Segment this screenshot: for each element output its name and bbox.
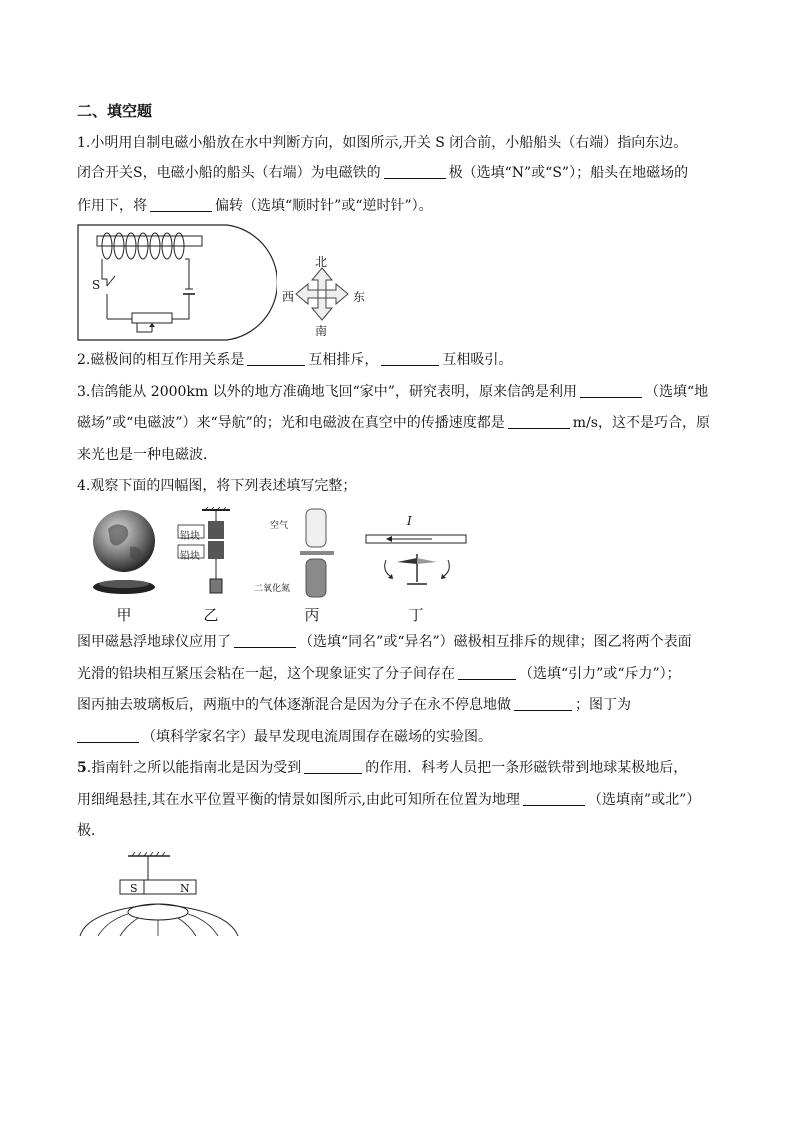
q3-blank-1[interactable] xyxy=(580,383,642,398)
q1-blank-2[interactable] xyxy=(150,197,212,212)
q4-line2 xyxy=(77,664,681,684)
q3-blank-2[interactable] xyxy=(508,414,570,429)
q5-text: 用细绳悬挂,其在水平位置平衡的情景如图所示,由此可知所在位置为地理 xyxy=(77,792,520,808)
magnet-pole-s: S xyxy=(130,882,138,895)
q2-text: 2.磁极间的相互作用关系是 xyxy=(77,352,245,368)
current-label: I xyxy=(407,514,412,528)
q2-blank-2[interactable] xyxy=(381,351,439,366)
boat-circuit-figure xyxy=(77,224,277,342)
lead-label-2: 铅块 xyxy=(180,551,200,562)
q5-line2 xyxy=(77,790,700,810)
q3-text: （选填“地 xyxy=(644,384,709,400)
caption-ding: 丁 xyxy=(408,606,424,624)
compass-rose-icon xyxy=(294,266,350,322)
q1-line3 xyxy=(77,196,433,216)
q5-text: .指南针之所以能指南北是因为受到 xyxy=(86,760,302,776)
caption-jia: 甲 xyxy=(116,606,132,624)
q1-text: 偏转（选填“顺时针”或“逆时针”）。 xyxy=(215,198,433,214)
q5-line3: 极． xyxy=(77,823,105,839)
q1-line2 xyxy=(77,163,688,183)
lead-label-1: 铅块 xyxy=(180,531,200,542)
q1-text: 作用下，将 xyxy=(77,198,147,214)
maglev-globe-figure xyxy=(88,507,160,597)
caption-bing: 丙 xyxy=(304,606,320,624)
q4-text: （选填“同名”或“异名”）磁极相互排斥的规律；图乙将两个表面 xyxy=(299,634,692,650)
air-label: 空气 xyxy=(270,521,289,531)
q4-line3 xyxy=(77,695,631,715)
q1-line1: 1.小明用自制电磁小船放在水中判断方向，如图所示,开关 S 闭合前，小船船头（右端）指向东边。 xyxy=(77,135,688,151)
caption-yi: 乙 xyxy=(203,606,219,624)
compass-north: 北 xyxy=(315,255,328,269)
q3-text: 磁场”或“电磁波”）来“导航”的；光和电磁波在真空中的传播速度都是 xyxy=(77,415,505,431)
q4-blank-4[interactable] xyxy=(77,728,139,743)
q4-text: 图丙抽去玻璃板后，两瓶中的气体逐渐混合是因为分子在永不停息地做 xyxy=(77,697,511,713)
q4-text: 图甲磁悬浮地球仪应用了 xyxy=(77,634,231,650)
q4-text: （填科学家名字）最早发现电流周围存在磁场的实验图。 xyxy=(142,729,492,745)
q4-intro: 4.观察下面的四幅图，将下列表述填写完整； xyxy=(77,478,357,494)
oersted-experiment-figure xyxy=(362,512,472,594)
q5-line1 xyxy=(77,758,687,778)
switch-label: S xyxy=(92,278,101,292)
q5-text: （选填南”或北”） xyxy=(587,792,701,808)
q2-blank-1[interactable] xyxy=(247,351,305,366)
no2-label: 二氧化氮 xyxy=(254,584,291,594)
magnet-pole-n: N xyxy=(180,882,190,895)
suspended-magnet-figure xyxy=(78,852,242,940)
q2-text: 互相吸引。 xyxy=(442,352,513,368)
q4-line1 xyxy=(77,632,692,652)
section-title: 二、填空题 xyxy=(77,102,153,120)
q5-number: 5 xyxy=(77,760,87,776)
q1-text: 闭合开关S，电磁小船的船头（右端）为电磁铁的 xyxy=(77,165,381,181)
q4-text: （选填“引力”或“斥力”）； xyxy=(519,666,681,682)
q4-blank-1[interactable] xyxy=(234,633,296,648)
q2-text: 互相排斥， xyxy=(308,352,379,368)
q5-blank-1[interactable] xyxy=(304,759,362,774)
q4-blank-3[interactable] xyxy=(514,696,572,711)
q4-blank-2[interactable] xyxy=(458,665,516,680)
q4-line4 xyxy=(77,727,492,747)
q4-text: ；图丁为 xyxy=(575,697,631,713)
q5-text: 的作用．科考人员把一条形磁铁带到地球某极地后， xyxy=(365,760,688,776)
q1-blank-1[interactable] xyxy=(384,164,446,179)
compass-south: 南 xyxy=(315,324,328,338)
q3-text: m/s，这不是巧合，原 xyxy=(572,415,710,431)
compass-east: 东 xyxy=(353,290,366,304)
q1-text: 极（选填“N”或“S”）；船头在地磁场的 xyxy=(448,165,689,181)
q3-line2 xyxy=(77,413,710,433)
q5-blank-2[interactable] xyxy=(523,791,585,806)
q2-line xyxy=(77,350,512,370)
compass-west: 西 xyxy=(282,290,295,304)
gas-bottles-figure xyxy=(296,507,346,599)
q3-text: 3.信鸽能从 2000km 以外的地方准确地飞回“家中”，研究表明，原来信鸽是利用 xyxy=(77,384,577,400)
q3-line1 xyxy=(77,382,708,402)
q4-text: 光滑的铅块相互紧压会粘在一起，这个现象证实了分子间存在 xyxy=(77,666,455,682)
q3-line3: 来光也是一种电磁波． xyxy=(77,447,217,463)
